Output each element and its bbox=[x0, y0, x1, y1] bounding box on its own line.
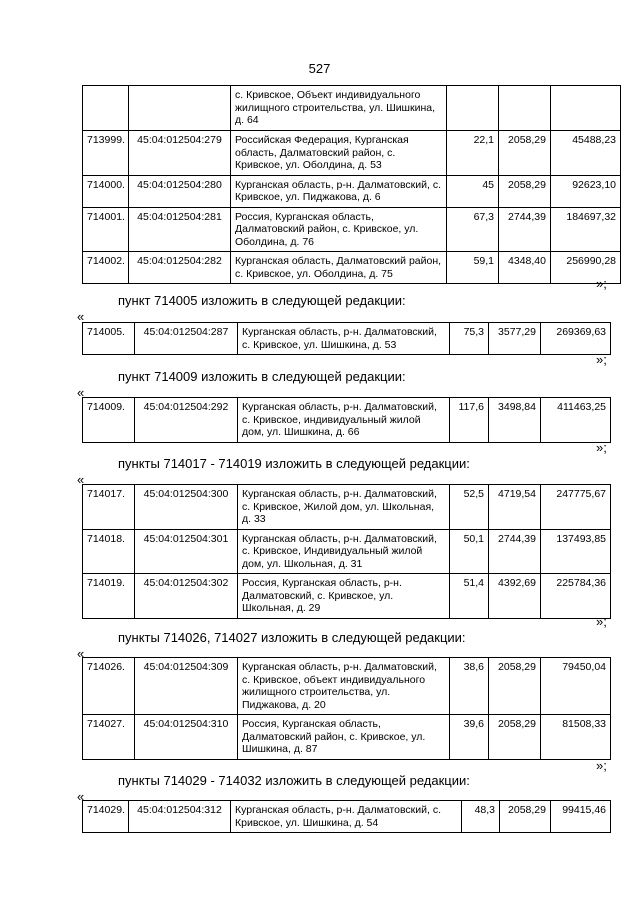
amendment-heading: пункт 714009 изложить в следующей редакции: bbox=[118, 369, 406, 384]
opening-quote: « bbox=[77, 385, 85, 400]
row-number: 714009. bbox=[83, 398, 135, 443]
cadastral-value: 81508,33 bbox=[541, 715, 611, 760]
address: Курганская область, р-н. Далматовский, с. Кривское, ул. Шишкина, д. 53 bbox=[238, 323, 450, 355]
registry-table bbox=[82, 484, 611, 619]
cadastral-number: 45:04:012504:312 bbox=[129, 801, 231, 833]
amendment-heading: пункты 714029 - 714032 изложить в следующей редакции: bbox=[118, 773, 470, 788]
opening-quote: « bbox=[77, 309, 85, 324]
table-row bbox=[83, 485, 611, 530]
cadastral-number bbox=[129, 86, 231, 131]
area: 48,3 bbox=[462, 801, 500, 833]
unit-price: 4348,40 bbox=[499, 252, 551, 284]
table-row bbox=[83, 398, 611, 443]
table-row bbox=[83, 529, 611, 574]
registry-table bbox=[82, 85, 621, 284]
cadastral-number: 45:04:012504:302 bbox=[135, 574, 238, 619]
address: Курганская область, р-н. Далматовский, с. Кривское, Индивидуальный жилой дом, ул. Школьная, д. 31 bbox=[238, 529, 450, 574]
row-number: 714017. bbox=[83, 485, 135, 530]
unit-price: 4392,69 bbox=[489, 574, 541, 619]
row-number: 714029. bbox=[83, 801, 129, 833]
cadastral-number: 45:04:012504:310 bbox=[135, 715, 238, 760]
table-row bbox=[83, 658, 611, 715]
area: 39,6 bbox=[450, 715, 489, 760]
area: 117,6 bbox=[450, 398, 489, 443]
unit-price: 2058,29 bbox=[500, 801, 551, 833]
row-number: 714001. bbox=[83, 207, 129, 252]
area: 50,1 bbox=[450, 529, 489, 574]
area: 75,3 bbox=[450, 323, 489, 355]
amendment-heading: пункт 714005 изложить в следующей редакции: bbox=[118, 293, 406, 308]
unit-price: 2058,29 bbox=[499, 175, 551, 207]
area bbox=[447, 86, 499, 131]
cadastral-number: 45:04:012504:281 bbox=[129, 207, 231, 252]
row-number: 714027. bbox=[83, 715, 135, 760]
opening-quote: « bbox=[77, 789, 85, 804]
opening-quote: « bbox=[77, 472, 85, 487]
table-row bbox=[83, 131, 621, 176]
area: 51,4 bbox=[450, 574, 489, 619]
table-row bbox=[83, 715, 611, 760]
row-number: 714019. bbox=[83, 574, 135, 619]
table-row bbox=[83, 175, 621, 207]
area: 52,5 bbox=[450, 485, 489, 530]
cadastral-number: 45:04:012504:301 bbox=[135, 529, 238, 574]
table-row bbox=[83, 323, 611, 355]
address: Россия, Курганская область, р-н. Далматовский, с. Кривское, ул. Школьная, д. 29 bbox=[238, 574, 450, 619]
area: 59,1 bbox=[447, 252, 499, 284]
unit-price: 2058,29 bbox=[489, 715, 541, 760]
table-row bbox=[83, 801, 611, 833]
closing-quote: »; bbox=[596, 758, 607, 773]
address: Курганская область, р-н. Далматовский, с. Кривское, ул. Шишкина, д. 54 bbox=[231, 801, 462, 833]
unit-price bbox=[499, 86, 551, 131]
cadastral-value: 99415,46 bbox=[551, 801, 611, 833]
cadastral-number: 45:04:012504:280 bbox=[129, 175, 231, 207]
row-number: 714026. bbox=[83, 658, 135, 715]
opening-quote: « bbox=[77, 646, 85, 661]
unit-price: 3498,84 bbox=[489, 398, 541, 443]
area: 22,1 bbox=[447, 131, 499, 176]
row-number: 713999. bbox=[83, 131, 129, 176]
cadastral-value: 411463,25 bbox=[541, 398, 611, 443]
cadastral-value bbox=[551, 86, 621, 131]
address: Курганская область, р-н. Далматовский, с. Кривское, ул. Пиджакова, д. 6 bbox=[231, 175, 447, 207]
cadastral-value: 45488,23 bbox=[551, 131, 621, 176]
cadastral-number: 45:04:012504:292 bbox=[135, 398, 238, 443]
cadastral-number: 45:04:012504:309 bbox=[135, 658, 238, 715]
unit-price: 2744,39 bbox=[489, 529, 541, 574]
cadastral-value: 269369,63 bbox=[541, 323, 611, 355]
cadastral-value: 247775,67 bbox=[541, 485, 611, 530]
cadastral-value: 79450,04 bbox=[541, 658, 611, 715]
page-number: 527 bbox=[308, 61, 331, 76]
registry-table bbox=[82, 322, 611, 355]
address: Курганская область, р-н. Далматовский, с. Кривское, индивидуальный жилой дом, ул. Шишкина, д. 66 bbox=[238, 398, 450, 443]
area: 45 bbox=[447, 175, 499, 207]
cadastral-number: 45:04:012504:282 bbox=[129, 252, 231, 284]
table-row bbox=[83, 574, 611, 619]
cadastral-value: 256990,28 bbox=[551, 252, 621, 284]
row-number bbox=[83, 86, 129, 131]
address: Курганская область, Далматовский район, с. Кривское, ул. Оболдина, д. 75 bbox=[231, 252, 447, 284]
address: Курганская область, р-н. Далматовский, с. Кривское, Жилой дом, ул. Школьная, д. 33 bbox=[238, 485, 450, 530]
closing-quote: »; bbox=[596, 440, 607, 455]
cadastral-value: 92623,10 bbox=[551, 175, 621, 207]
closing-quote: »; bbox=[596, 614, 607, 629]
registry-table bbox=[82, 397, 611, 443]
unit-price: 2058,29 bbox=[499, 131, 551, 176]
cadastral-value: 137493,85 bbox=[541, 529, 611, 574]
registry-table bbox=[82, 800, 611, 833]
address: Курганская область, р-н. Далматовский, с. Кривское, объект индивидуального жилищного строительства, ул. Пиджакова, д. 20 bbox=[238, 658, 450, 715]
amendment-heading: пункты 714026, 714027 изложить в следующей редакции: bbox=[118, 630, 466, 645]
closing-quote: »; bbox=[596, 276, 607, 291]
row-number: 714005. bbox=[83, 323, 135, 355]
unit-price: 4719,54 bbox=[489, 485, 541, 530]
table-row bbox=[83, 252, 621, 284]
cadastral-number: 45:04:012504:279 bbox=[129, 131, 231, 176]
address: Россия, Курганская область, Далматовский район, с. Кривское, ул. Оболдина, д. 76 bbox=[231, 207, 447, 252]
cadastral-value: 225784,36 bbox=[541, 574, 611, 619]
address: Россия, Курганская область, Далматовский район, с. Кривское, ул. Шишкина, д. 87 bbox=[238, 715, 450, 760]
row-number: 714018. bbox=[83, 529, 135, 574]
address: с. Кривское, Объект индивидуального жилищного строительства, ул. Шишкина, д. 64 bbox=[231, 86, 447, 131]
table-row bbox=[83, 86, 621, 131]
unit-price: 2058,29 bbox=[489, 658, 541, 715]
address: Российская Федерация, Курганская область, Далматовский район, с. Кривское, ул. Оболдина, д. 53 bbox=[231, 131, 447, 176]
cadastral-number: 45:04:012504:300 bbox=[135, 485, 238, 530]
cadastral-value: 184697,32 bbox=[551, 207, 621, 252]
table-row bbox=[83, 207, 621, 252]
closing-quote: »; bbox=[596, 352, 607, 367]
amendment-heading: пункты 714017 - 714019 изложить в следующей редакции: bbox=[118, 456, 470, 471]
cadastral-number: 45:04:012504:287 bbox=[135, 323, 238, 355]
area: 67,3 bbox=[447, 207, 499, 252]
area: 38,6 bbox=[450, 658, 489, 715]
row-number: 714000. bbox=[83, 175, 129, 207]
registry-table bbox=[82, 657, 611, 760]
unit-price: 3577,29 bbox=[489, 323, 541, 355]
row-number: 714002. bbox=[83, 252, 129, 284]
unit-price: 2744,39 bbox=[499, 207, 551, 252]
